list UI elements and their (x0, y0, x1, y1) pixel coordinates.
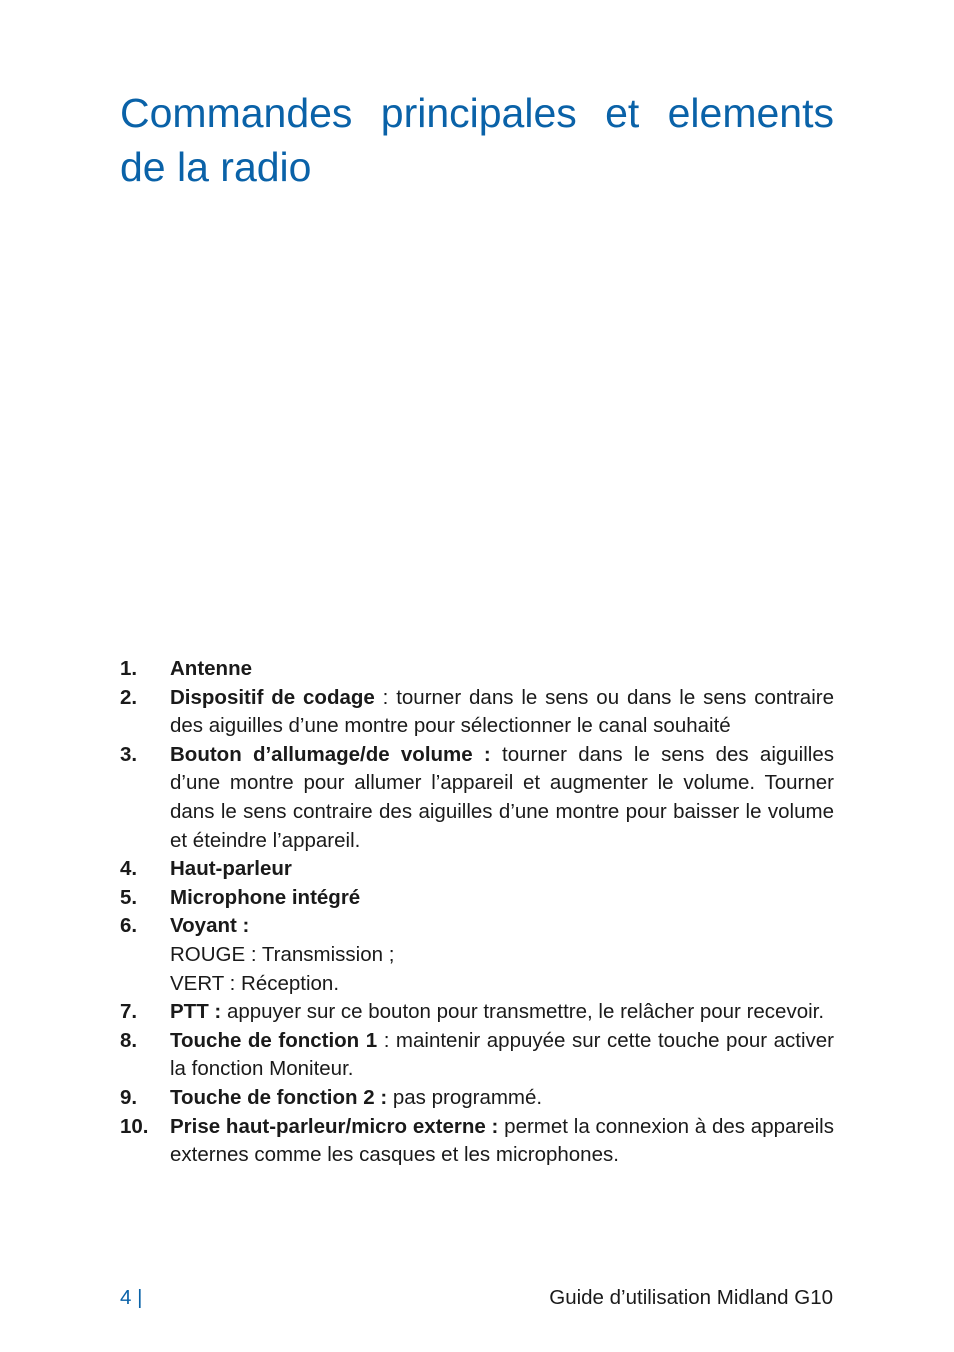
list-item (120, 1113, 834, 1170)
item-text: permet la connexion à des appareils externes comme les casques et les microphones. (170, 1114, 834, 1167)
item-title: Bouton d’allumage/de volume : (170, 742, 491, 766)
item-body (170, 884, 834, 913)
item-body (170, 1027, 834, 1084)
item-title: Antenne (170, 657, 252, 680)
led-red-line: ROUGE : Transmission ; (170, 942, 395, 966)
item-text: appuyer sur ce bouton pour transmettre, le relâcher pour recevoir. (221, 1000, 825, 1024)
item-number: 6. (120, 914, 138, 938)
list-item (120, 998, 834, 1027)
item-body (170, 1113, 834, 1170)
radio-illustration-area (120, 220, 834, 640)
item-number: 4. (120, 857, 138, 881)
item-text: : maintenir appuyée sur cette touche pour activer la fonction Moniteur. (170, 1028, 835, 1081)
item-text: : tourner dans le sens ou dans le sens contraire des aiguilles d’une montre pour sélectionner le canal souhaité (170, 685, 834, 738)
item-title: Voyant : (170, 914, 250, 938)
controls-list (120, 655, 834, 1170)
item-body (170, 741, 834, 855)
item-title: PTT : (170, 1000, 222, 1024)
item-number: 3. (120, 742, 138, 766)
item-number: 2. (120, 685, 138, 709)
item-title: Microphone intégré (170, 885, 361, 909)
page-number: 4 | (120, 1286, 143, 1309)
item-number: 7. (120, 1000, 138, 1024)
list-item (120, 912, 834, 998)
item-body (170, 912, 834, 998)
item-number: 5. (120, 885, 138, 909)
list-item (120, 684, 834, 741)
item-title: Touche de fonction 1 (170, 1028, 378, 1052)
page-title: Commandes principales et elements de la radio (120, 90, 834, 190)
item-text: pas programmé. (387, 1085, 543, 1109)
guide-title: Guide d’utilisation Midland G10 (549, 1286, 833, 1309)
item-text: tourner dans le sens des aiguilles d’une montre pour allumer l’appareil et augmenter le volume. Tourner dans le sens contraire des aiguilles d’une montre pour baisser le volume et éteindre l’appareil. (170, 742, 834, 852)
item-number: 9. (120, 1085, 138, 1109)
list-item (120, 1084, 834, 1113)
item-title: Haut-parleur (170, 857, 292, 881)
item-body (170, 998, 834, 1027)
led-green-line: VERT : Réception. (170, 971, 340, 995)
item-title: Dispositif de codage (170, 685, 375, 709)
list-item (120, 741, 834, 855)
list-item (120, 855, 834, 884)
list-item (120, 1027, 834, 1084)
item-title: Prise haut-parleur/micro externe : (170, 1114, 499, 1138)
item-number: 1. (120, 657, 138, 680)
item-body (170, 684, 834, 741)
list-item (120, 884, 834, 913)
item-number: 8. (120, 1028, 138, 1052)
item-body (170, 855, 834, 884)
item-body (170, 655, 834, 684)
item-title: Touche de fonction 2 : (170, 1085, 388, 1109)
item-body (170, 1084, 834, 1113)
item-number: 10. (120, 1114, 149, 1138)
list-item (120, 655, 834, 684)
